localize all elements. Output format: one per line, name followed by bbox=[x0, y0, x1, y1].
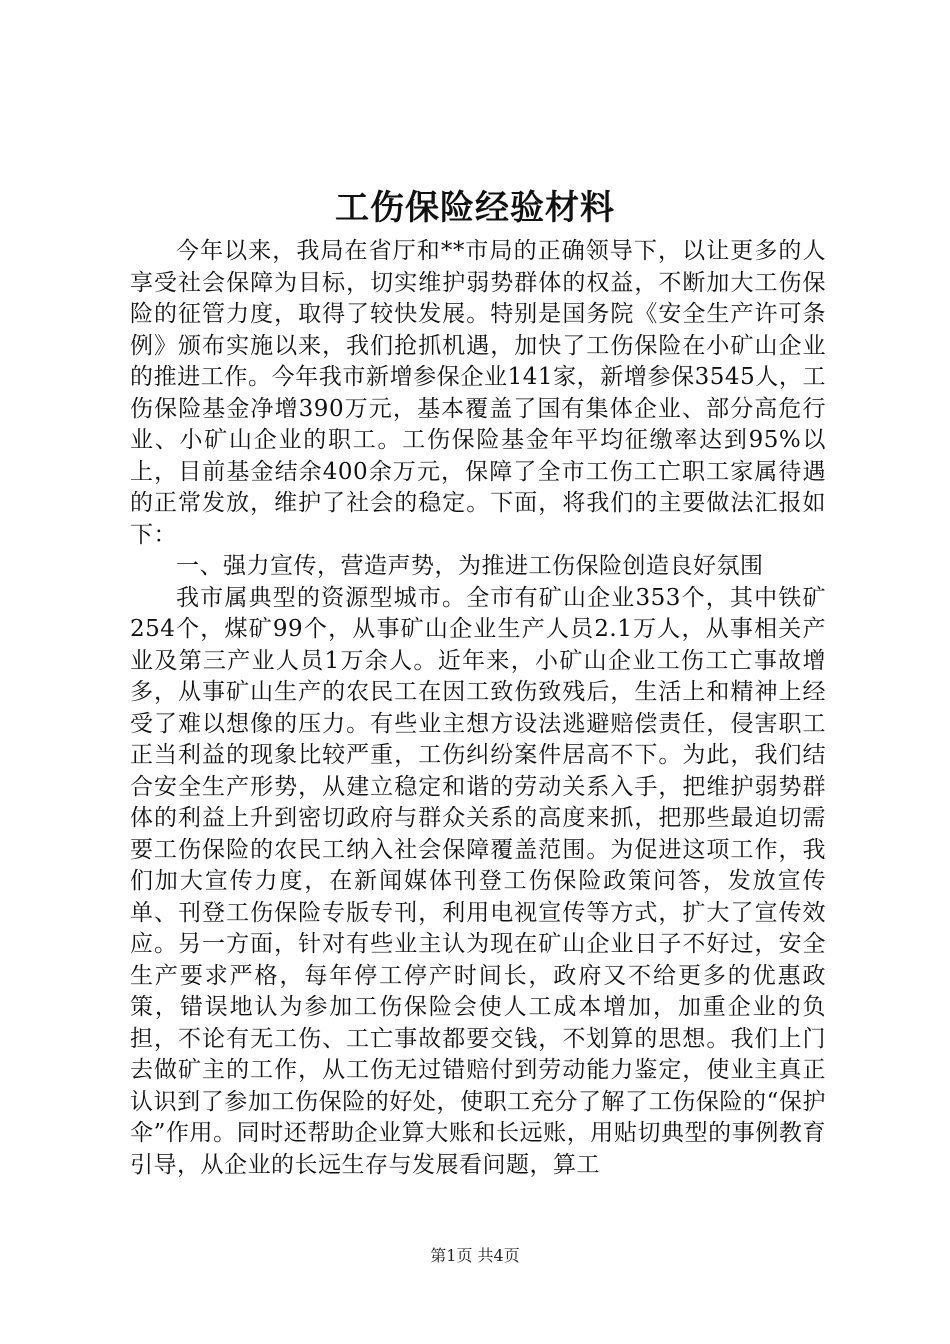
paragraph-intro: 今年以来，我局在省厅和**市局的正确领导下，以让更多的人享受社会保障为目标，切实维护弱势群体的权益，不断加大工伤保险的征管力度，取得了较快发展。特别是国务院《安全生产许可条例》颁布实施以来，我们抢抓机遇，加快了工伤保险在小矿山企业的推进工作。今年我市新增参保企业141家，新增参保3545人，工伤保险基金净增390万元，基本覆盖了国有集体企业、部分高危行业、小矿山企业的职工。工伤保险基金年平均征缴率达到95%以上，目前基金结余400余万元，保障了全市工伤工亡职工家属待遇的正常发放，维护了社会的稳定。下面，将我们的主要做法汇报如下： bbox=[130, 238, 826, 548]
document-title: 工伤保险经验材料 bbox=[335, 188, 615, 228]
section-heading-1: 一、强力宣传，营造声势，为推进工伤保险创造良好氛围 bbox=[176, 553, 764, 579]
paragraph-section-1: 我市属典型的资源型城市。全市有矿山企业353个，其中铁矿254个，煤矿99个，从事矿山企业生产人员2.1万人，从事相关产业及第三产业人员1万余人。近年来，小矿山企业工伤工亡事故增多，从事矿山生产的农民工在因工致伤致残后，生活上和精神上经受了难以想像的压力。有些业主想方设法逃避赔偿责任，侵害职工正当利益的现象比较严重，工伤纠纷案件居高不下。为此，我们结合安全生产形势，从建立稳定和谐的劳动关系入手，把维护弱势群体的利益上升到密切政府与群众关系的高度来抓，把那些最迫切需要工伤保险的农民工纳入社会保障覆盖范围。为促进这项工作，我们加大宣传力度，在新闻媒体刊登工伤保险政策问答，发放宣传单、刊登工伤保险专版专刊，利用电视宣传等方式，扩大了宣传效应。另一方面，针对有些业主认为现在矿山企业日子不好过，安全生产要求严格，每年停工停产时间长，政府又不给更多的优惠政策，错误地认为参加工伤保险会使人工成本增加，加重企业的负担，不论有无工伤、工亡事故都要交钱，不划算的思想。我们上门去做矿主的工作，从工伤无过错赔付到劳动能力鉴定，使业主真正认识到了参加工伤保险的好处，使职工充分了解了工伤保险的“保护伞”作用。同时还帮助企业算大账和长远账，用贴切典型的事例教育引导，从企业的长远生存与发展看问题，算工 bbox=[130, 584, 826, 1178]
page-footer: 第1页 共4页 bbox=[430, 1246, 520, 1265]
document-body bbox=[130, 236, 826, 1181]
